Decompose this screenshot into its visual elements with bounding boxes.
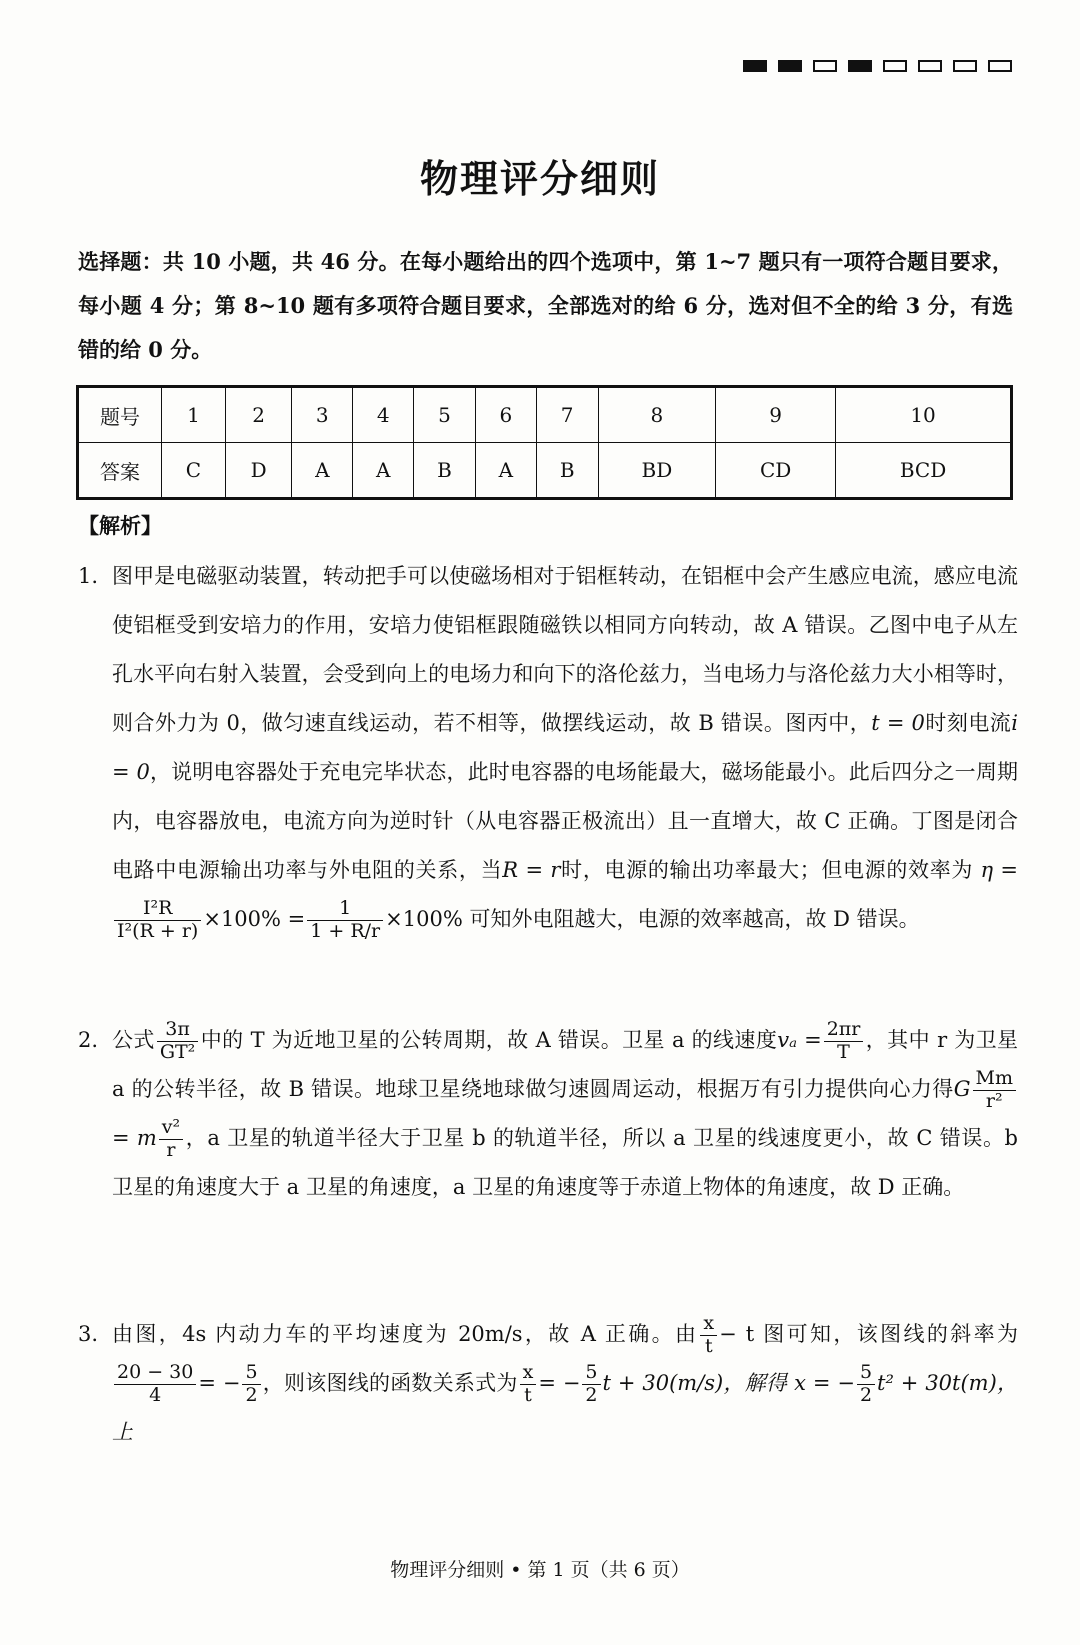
number-cell: 8 xyxy=(598,387,716,443)
question-number: 2. xyxy=(78,1028,99,1052)
numerator: 20 − 30 xyxy=(114,1362,196,1385)
filled-mark xyxy=(778,60,802,72)
empty-mark xyxy=(883,60,907,72)
fraction xyxy=(700,1313,717,1358)
question-number: 1. xyxy=(78,564,99,588)
denominator: I²(R + r) xyxy=(117,920,199,942)
answer-table xyxy=(76,385,1013,500)
text-segment: 中的 T 为近地卫星的公转周期，故 A 错误。卫星 a 的线速度 xyxy=(200,1028,778,1052)
math-segment: x = − xyxy=(794,1371,855,1395)
fraction xyxy=(307,898,383,943)
filled-mark xyxy=(743,60,767,72)
text-segment: − t 图可知，该图线的斜率为 xyxy=(719,1322,1018,1346)
answer-cell: CD xyxy=(716,443,836,499)
number-cell: 5 xyxy=(414,387,476,443)
numerator: 2πr xyxy=(824,1019,864,1042)
fraction xyxy=(242,1362,260,1407)
denominator: 2 xyxy=(245,1384,258,1406)
text-segment: 可知外电阻越大，电源的效率越高，故 D 错误。 xyxy=(469,907,920,931)
empty-mark xyxy=(953,60,977,72)
filled-mark xyxy=(848,60,872,72)
number-cell: 1 xyxy=(162,387,226,443)
fraction xyxy=(520,1362,537,1407)
numerator: Mm xyxy=(973,1068,1016,1091)
math-segment: ×100% = xyxy=(203,907,306,931)
text-segment: ，其中 r 为卫星 a 的公转半径，故 B 错误。地球卫星绕地球做匀速圆周运动，根据万有引力提供向心力得 xyxy=(112,1028,1019,1101)
denominator: GT² xyxy=(159,1041,196,1063)
empty-mark xyxy=(988,60,1012,72)
fraction xyxy=(159,1117,183,1162)
denominator: 4 xyxy=(149,1384,162,1406)
number-cell: 9 xyxy=(716,387,836,443)
header-marks xyxy=(743,60,1012,72)
denominator: T xyxy=(837,1041,850,1063)
number-cell: 3 xyxy=(292,387,353,443)
math-segment: vₐ = xyxy=(777,1028,822,1052)
math-segment: = − xyxy=(198,1371,241,1395)
numerator: 5 xyxy=(857,1362,875,1385)
page-footer: 物理评分细则 • 第 1 页（共 6 页） xyxy=(390,1559,690,1581)
numerator: 5 xyxy=(242,1362,260,1385)
number-cell: 10 xyxy=(836,387,1012,443)
numerator: x xyxy=(520,1362,537,1385)
text-segment: 图甲是电磁驱动装置，转动把手可以使磁场相对于铝框转动，在铝框中会产生感应电流，感应电流使铝框受到安培力的作用，安培力使铝框跟随磁铁以相同方向转动，故 A 错误。乙图中电子从左孔水平向右射入装置，会受到向上的电场力和向下的洛伦兹力，当电场力与洛伦兹力大小相等时，则合外力为 0，做匀速直线运动，若不相等，做摆线运动，故 B 错误。图丙中， xyxy=(112,564,1018,735)
math-segment: t² + 30t(m)，上 xyxy=(112,1371,1019,1444)
text-segment: ，a 卫星的轨道半径大于卫星 b 的轨道半径，所以 a 卫星的线速度更小，故 C 错误。b 卫星的角速度大于 a 卫星的角速度，a 卫星的角速度等于赤道上物体的角速度，故 D 正确。 xyxy=(112,1126,1018,1199)
numerator: 3π xyxy=(157,1019,198,1042)
empty-mark xyxy=(813,60,837,72)
numerator: I²R xyxy=(114,898,201,921)
question-2-explanation xyxy=(78,1016,1018,1212)
row-header: 题号 xyxy=(78,387,162,443)
math-segment: G xyxy=(953,1077,971,1101)
number-cell: 7 xyxy=(536,387,598,443)
answer-cell: A xyxy=(475,443,536,499)
question-number-row xyxy=(78,387,1012,443)
math-segment: = m xyxy=(112,1126,157,1150)
denominator: 1 + R/r xyxy=(310,920,381,942)
fraction xyxy=(114,1362,196,1407)
page-title: 物理评分细则 xyxy=(419,156,660,201)
fraction xyxy=(824,1019,864,1064)
math-segment: i = 0 xyxy=(112,711,1018,784)
intro-paragraph: 选择题：共 10 小题，共 46 分。在每小题给出的四个选项中，第 1~7 题只有一项符合题目要求，每小题 4 分；第 8~10 题有多项符合题目要求，全部选对的给 6 分，选对但不全的给 3 分，有选错的给 0 分。 xyxy=(78,249,1013,362)
answer-cell: A xyxy=(353,443,414,499)
fraction xyxy=(973,1068,1016,1113)
answer-cell: D xyxy=(225,443,291,499)
fraction xyxy=(857,1362,875,1407)
fraction xyxy=(114,898,201,943)
question-number: 3. xyxy=(78,1322,99,1346)
math-segment: R = r xyxy=(502,858,561,882)
empty-mark xyxy=(918,60,942,72)
row-header: 答案 xyxy=(78,443,162,499)
numerator: 1 xyxy=(307,898,383,921)
answer-cell: A xyxy=(292,443,353,499)
question-1-explanation xyxy=(78,552,1018,944)
number-cell: 2 xyxy=(225,387,291,443)
denominator: 2 xyxy=(859,1384,873,1406)
answer-cell: BD xyxy=(598,443,716,499)
text-segment: 由图，4s 内动力车的平均速度为 20m/s，故 A 正确。由 xyxy=(112,1322,699,1346)
question-3-explanation xyxy=(78,1310,1018,1457)
analysis-heading: 【解析】 xyxy=(78,513,162,538)
denominator: 2 xyxy=(585,1384,598,1406)
number-cell: 6 xyxy=(475,387,536,443)
denominator: t xyxy=(524,1384,532,1406)
fraction xyxy=(157,1019,198,1064)
text-segment: 时刻电流 xyxy=(924,711,1012,735)
answer-cell: B xyxy=(414,443,476,499)
math-segment: ×100% xyxy=(385,907,463,931)
answer-cell: C xyxy=(162,443,226,499)
number-cell: 4 xyxy=(353,387,414,443)
text-segment: 公式 xyxy=(112,1028,155,1052)
text-segment: 时，电源的输出功率最大；但电源的效率为 xyxy=(560,858,974,882)
text-segment: ，则该图线的函数关系式为 xyxy=(262,1371,518,1395)
math-segment: t + 30(m/s)，解得 xyxy=(602,1371,788,1395)
text-segment: ，说明电容器处于充电完毕状态，此时电容器的电场能最大，磁场能最小。此后四分之一周期内，电容器放电，电流方向为逆时针（从电容器正极流出）且一直增大，故 C 正确。丁图是闭合电路中电源输出功率与外电阻的关系，当 xyxy=(112,760,1018,882)
denominator: r² xyxy=(985,1090,1003,1112)
numerator: 5 xyxy=(582,1362,600,1385)
math-segment: = − xyxy=(538,1371,581,1395)
answer-cell: BCD xyxy=(836,443,1012,499)
math-segment: η = xyxy=(980,858,1019,882)
fraction xyxy=(582,1362,600,1407)
answer-cell: B xyxy=(536,443,598,499)
denominator: r xyxy=(166,1139,176,1161)
math-segment: t = 0 xyxy=(871,711,925,735)
numerator: v² xyxy=(159,1117,183,1140)
answer-row xyxy=(78,443,1012,499)
numerator: x xyxy=(700,1313,717,1336)
denominator: t xyxy=(704,1335,713,1357)
